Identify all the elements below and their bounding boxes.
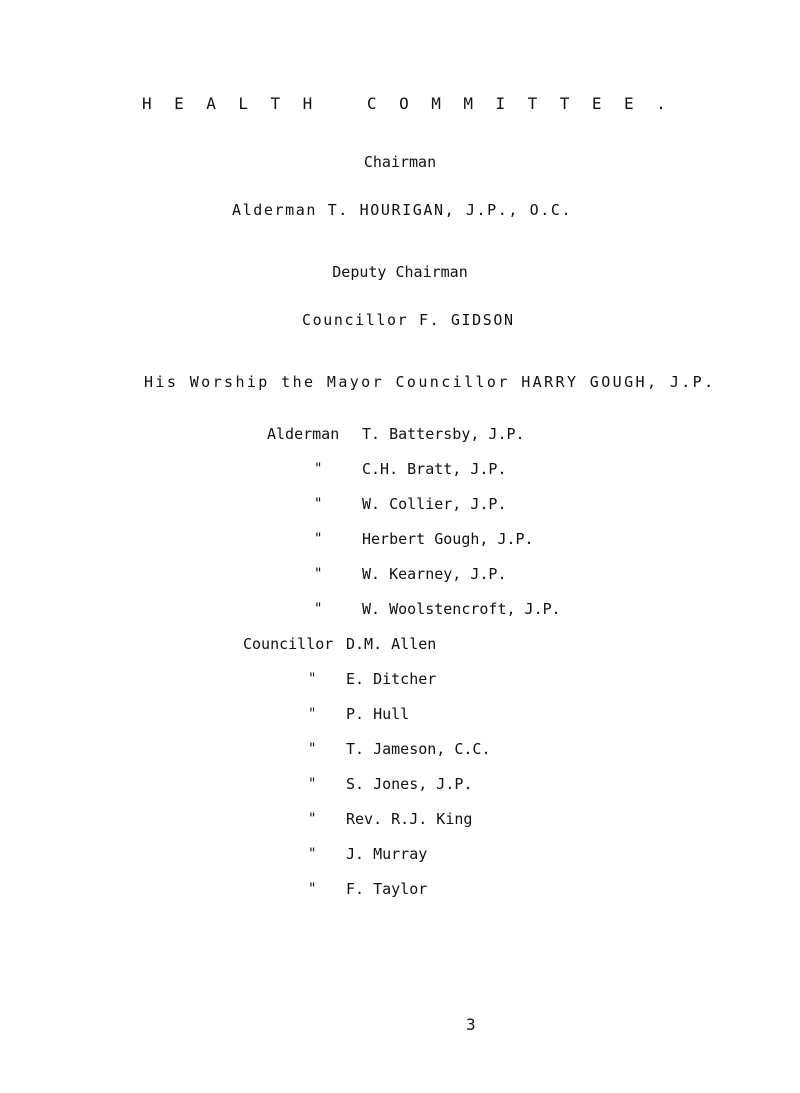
alderman-member: Herbert Gough, J.P. <box>362 530 534 548</box>
chairman-heading: Chairman <box>363 153 437 171</box>
ditto-mark: " <box>314 496 323 512</box>
councillor-member: T. Jameson, C.C. <box>346 740 491 758</box>
ditto-mark: " <box>314 601 323 617</box>
ditto-mark: " <box>314 531 323 547</box>
councillor-member: S. Jones, J.P. <box>346 775 473 793</box>
councillor-member: D.M. Allen <box>346 635 437 653</box>
ditto-mark: " <box>308 706 317 722</box>
alderman-prefix: Alderman <box>267 425 340 443</box>
councillor-member: F. Taylor <box>346 880 428 898</box>
deputy-chairman-heading: Deputy Chairman <box>332 263 468 281</box>
alderman-member: W. Kearney, J.P. <box>362 565 507 583</box>
councillor-member: J. Murray <box>346 845 428 863</box>
ditto-mark: " <box>308 776 317 792</box>
ditto-mark: " <box>308 846 317 862</box>
ditto-mark: " <box>308 881 317 897</box>
mayor-line: His Worship the Mayor Councillor HARRY GOUGH, J.P. <box>144 373 716 391</box>
alderman-member: C.H. Bratt, J.P. <box>362 460 507 478</box>
councillor-prefix: Councillor <box>243 635 334 653</box>
alderman-member: W. Collier, J.P. <box>362 495 507 513</box>
alderman-member: W. Woolstencroft, J.P. <box>362 600 561 618</box>
alderman-member: T. Battersby, J.P. <box>362 425 525 443</box>
chairman-name: Alderman T. HOURIGAN, J.P., O.C. <box>232 201 573 219</box>
deputy-chairman-name: Councillor F. GIDSON <box>302 311 515 329</box>
councillor-member: Rev. R.J. King <box>346 810 473 828</box>
councillor-member: P. Hull <box>346 705 410 723</box>
ditto-mark: " <box>308 671 317 687</box>
document-title: HEALTH COMMITTEE. <box>142 94 689 113</box>
ditto-mark: " <box>308 741 317 757</box>
ditto-mark: " <box>308 811 317 827</box>
ditto-mark: " <box>314 461 323 477</box>
ditto-mark: " <box>314 566 323 582</box>
page-number: 3 <box>466 1015 476 1034</box>
councillor-member: E. Ditcher <box>346 670 437 688</box>
